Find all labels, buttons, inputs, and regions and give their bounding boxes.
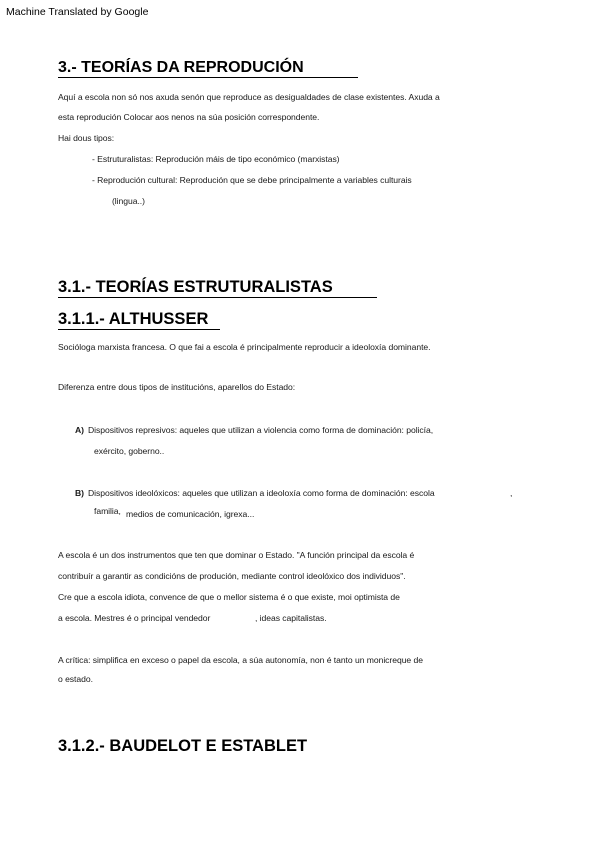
section-3-1-2-heading: 3.1.2.- BAUDELOT E ESTABLET bbox=[58, 737, 308, 755]
section-3-intro-line-2: esta reprodución Colocar aos nenos na súa posición correspondente. bbox=[58, 112, 320, 122]
section-3-heading: 3.- TEORÍAS DA REPRODUCIÓN bbox=[58, 59, 358, 78]
section-3-1-heading: 3.1.- TEORÍAS ESTRUTURALISTAS bbox=[58, 278, 377, 298]
criticism-line-2: o estado. bbox=[58, 674, 93, 684]
types-intro: Hai dous tipos: bbox=[58, 133, 115, 143]
state-apparatus-intro: Diferenza entre dous tipos de institucións, aparellos do Estado: bbox=[58, 382, 296, 392]
machine-translation-label: Machine Translated by Google bbox=[6, 6, 149, 18]
school-paragraph-line-4b: , ideas capitalistas. bbox=[255, 613, 327, 623]
section-3-1-1-heading: 3.1.1.- ALTHUSSER bbox=[58, 310, 220, 330]
school-paragraph-line-2: contribuír a garantir as condicións de produción, mediante control ideolóxico dos individuos". bbox=[58, 571, 406, 581]
school-paragraph-line-3: Cre que a escola idiota, convence de que o mellor sistema é o que existe, moi optimista de bbox=[58, 592, 400, 602]
item-a-line-1: Dispositivos represivos: aqueles que utilizan a violencia como forma de dominación: policía, bbox=[88, 425, 434, 435]
item-b-trailing-comma: , bbox=[510, 488, 513, 498]
item-b-line-1: Dispositivos ideolóxicos: aqueles que utilizan a ideoloxía como forma de dominación: escola bbox=[88, 488, 435, 498]
criticism-line-1: A crítica: simplifica en exceso o papel da escola, a súa autonomía, non é tanto un monicreque de bbox=[58, 655, 423, 665]
althusser-description: Socióloga marxista francesa. O que fai a escola é principalmente reproducir a ideoloxía dominante. bbox=[58, 342, 431, 352]
type-cultural-line-2: (lingua..) bbox=[112, 196, 145, 206]
item-b-label: B) bbox=[75, 488, 84, 498]
item-b-line-2b: medios de comunicación, igrexa... bbox=[126, 509, 255, 519]
school-paragraph-line-4a: a escola. Mestres é o principal vendedor bbox=[58, 613, 211, 623]
type-cultural-line-1: - Reprodución cultural: Reprodución que se debe principalmente a variables culturais bbox=[92, 175, 412, 185]
type-structuralist: - Estruturalistas: Reprodución máis de tipo económico (marxistas) bbox=[92, 154, 340, 164]
item-a-label: A) bbox=[75, 425, 84, 435]
item-a-line-2: exército, goberno.. bbox=[94, 446, 165, 456]
school-paragraph-line-1: A escola é un dos instrumentos que ten que dominar o Estado. "A función principal da escola é bbox=[58, 550, 415, 560]
item-b-line-2a: familia, bbox=[94, 506, 121, 516]
section-3-intro-line-1: Aquí a escola non só nos axuda senón que reproduce as desigualdades de clase existentes. Axuda a bbox=[58, 92, 440, 102]
